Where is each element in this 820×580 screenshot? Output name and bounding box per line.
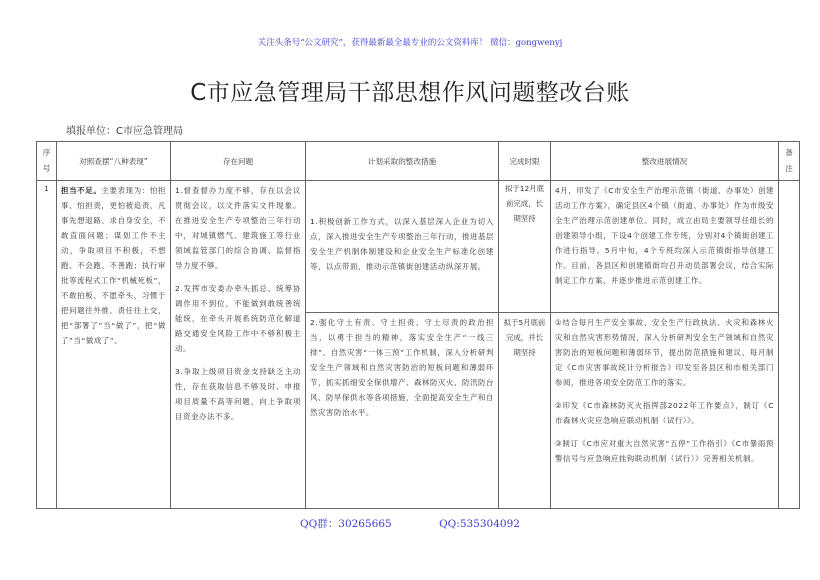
promo-banner: 关注头条号“公文研究”，获得最新最全最专业的公文资料库！ 微信：gongwenyj bbox=[257, 38, 563, 48]
manifestation-body: 主要表现为：怕担事、怕担责，更怕被追责，凡事先想退路、求自身安全，不敢直面问题；谋划工作不主动，争取项目不积极，不想跑、不会跑、不善跑；执行审批等流程式工作“机械死板”，不敢拍板、不愿牵头，习惯于把问题往外推、责任往上交，把“部署了”当“做了”，把“做了”当“做成了”。 bbox=[61, 186, 166, 345]
manifestation-title: 担当不足。 bbox=[61, 186, 102, 195]
problem-item: 3.争取上级项目资金支持缺乏主动性，存在获取信息不够及时、申报项目质量不高等问题，向上争取项目资金办法不多。 bbox=[175, 367, 301, 421]
header-seq-line1: 序 bbox=[42, 148, 51, 157]
header-progress: 整改进展情况 bbox=[551, 142, 779, 181]
manifestation-text bbox=[61, 183, 166, 348]
header-seq-line2: 号 bbox=[42, 164, 51, 173]
measure-item: 2.强化守土有责、守土担责、守土尽责的政治担当，以勇于担当的精神，落实安全生产“一线三排”、自然灾害“一体三预”工作机制，深入分析研判安全生产领域和自然灾害防治的短板问题和薄弱环节，抓实抓细安全保供增产、森林防灭火、防汛防台风、防旱保供水等各项措施，全面提高安全生产和自然灾害防治水平。 bbox=[310, 318, 494, 417]
progress-item: ②印发《C市森林防灭火指挥部2022年工作要点》，制订《C市森林火灾应急响应联动机制（试行）》。 bbox=[555, 401, 774, 425]
reporting-unit: 填报单位：C市应急管理局 bbox=[66, 126, 183, 137]
header-deadline: 完成时限 bbox=[499, 142, 551, 181]
header-remark-line2: 注 bbox=[785, 164, 793, 173]
header-problems: 存在问题 bbox=[171, 142, 306, 181]
row-seq: 1 bbox=[37, 181, 57, 509]
measure-item: 1.积极创新工作方式，以深入基层深入企业为切入点，深入推进安全生产专项整治三年行动，推进基层安全生产机制体制建设和企业安全生产标准化创建等，以点带面，推动示范镇街创建活动纵深开展。 bbox=[310, 216, 494, 271]
table-row bbox=[37, 181, 800, 313]
progress-item: 4月，印发了《C市安全生产治理示范镇（街道、办事处）创建活动工作方案》，确定县区4个镇（街道、办事处）作为市级安全生产治理示范创建单位。同时，成立由局主要领导任组长的创建领导小组，下设4个创建工作专班，分别对4个镇街创建工作进行指导。5月中旬，4个专班均深入示范镇街指导创建工作。目前，各县区和创建镇街均召开动员部署会议，结合实际制定工作方案，并逐步推进示范创建工作。 bbox=[555, 186, 774, 285]
table-header-row bbox=[37, 142, 800, 181]
page-title: C市应急管理局干部思想作风问题整改台账 bbox=[190, 80, 630, 106]
deadline-cell: 拟于5月底前完成，并长期坚持 bbox=[499, 313, 551, 509]
progress-cell bbox=[551, 181, 779, 313]
row-remark bbox=[779, 181, 800, 509]
row-problems bbox=[171, 181, 306, 509]
qq-number: QQ:535304092 bbox=[439, 518, 520, 530]
header-measures: 计划采取的整改措施 bbox=[306, 142, 499, 181]
footer-contact bbox=[0, 516, 820, 531]
progress-item: ①结合每月生产安全事故、安全生产行政执法、火灾和森林火灾和自然灾害形势情况，深入分析研判安全生产领域和自然灾害防治的短板问题和薄弱环节，提出防范措施和建议。每月制定《C市灾害事故统计分析报告》印发至各县区和市相关部门参阅，推进各项安全防范工作的落实。 bbox=[555, 318, 774, 387]
problem-item: 1.督查督办力度不够，存在以会议贯彻会议，以文件落实文件现象。在推进安全生产专项整治三年行动中，对城镇燃气、建筑施工等行业领域监管部门的综合协调、监督指导力度不够。 bbox=[175, 186, 301, 270]
measure-cell bbox=[306, 313, 499, 509]
row-manifestation bbox=[57, 181, 171, 509]
header-manifestation: 对照查摆“八种表现” bbox=[57, 142, 171, 181]
header-seq bbox=[37, 142, 57, 181]
measure-cell bbox=[306, 181, 499, 313]
deadline-cell: 拟于12月底前完成，长期坚持 bbox=[499, 181, 551, 313]
header-remark-line1: 备 bbox=[785, 148, 793, 157]
progress-cell bbox=[551, 313, 779, 509]
qq-group: QQ群：30265665 bbox=[300, 518, 392, 530]
header-remark bbox=[779, 142, 800, 181]
progress-item: ③制订《C市应对重大自然灾害“五停”工作指引》《C市暴雨预警信号与应急响应挂钩联动机制（试行）》完善相关机制。 bbox=[555, 439, 774, 463]
rectification-ledger-table bbox=[36, 141, 800, 509]
problem-item: 2.发挥市安委办牵头抓总、统筹协调作用不到位，不能做到敢统善统能统，在牵头开展系统防范化解道路交通安全风险工作中不够积极主动。 bbox=[175, 284, 301, 353]
